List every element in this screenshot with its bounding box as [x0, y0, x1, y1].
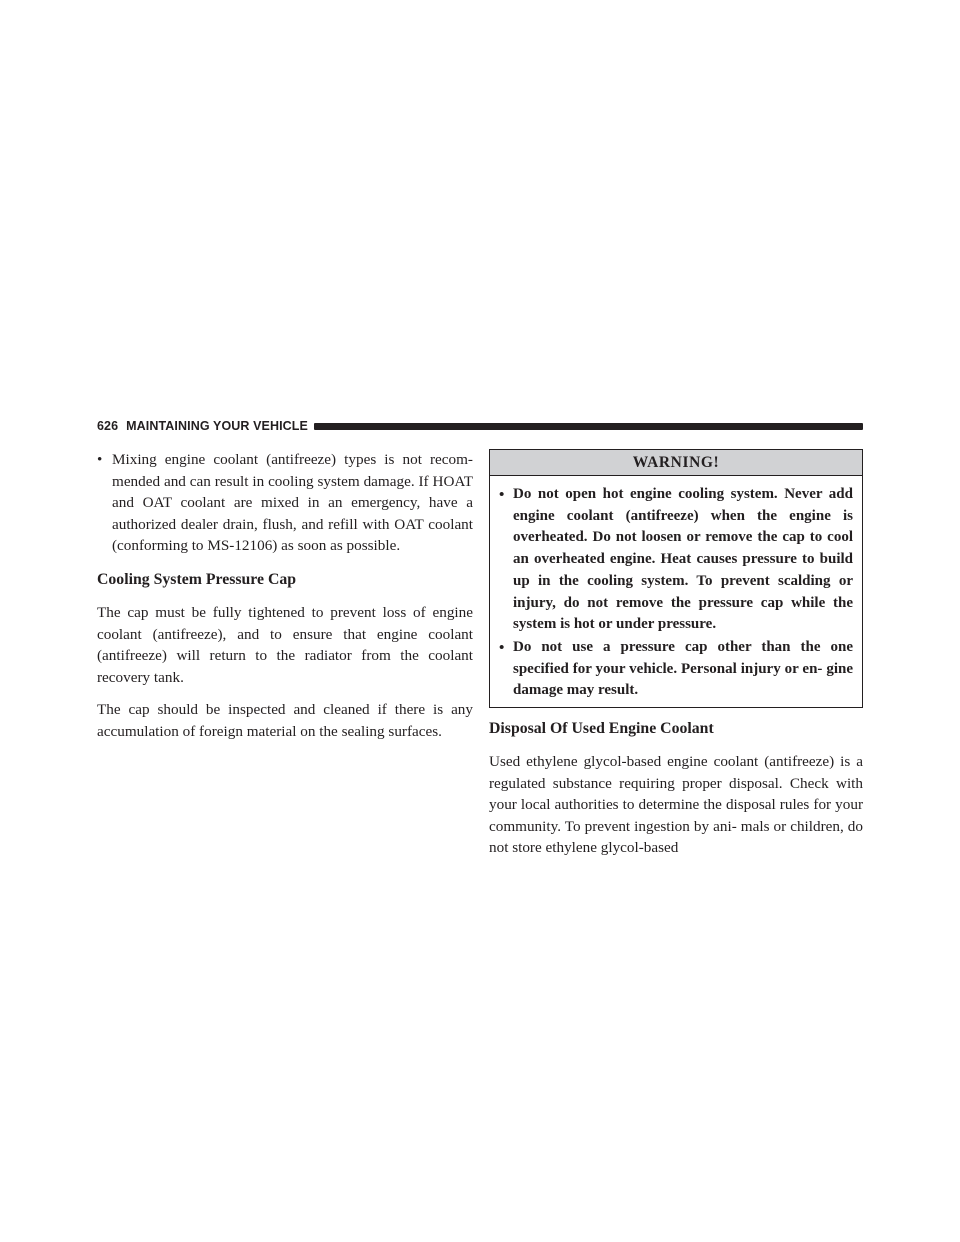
bullet-text: Mixing engine coolant (antifreeze) types is not recom- mended and can result in cooling system damage. If HOAT and OAT coolant are mixed in an emergency, have a authorized dealer drain, flush, and refill with OAT coolant (conforming to MS-12106) as soon as possible.: [112, 451, 473, 555]
paragraph: The cap should be inspected and cleaned if there is any accumulation of foreign material on the sealing surfaces.: [97, 701, 473, 740]
page-header: [97, 417, 863, 435]
warning-box: [489, 449, 863, 708]
section-heading: Cooling System Pressure Cap: [97, 570, 297, 588]
warning-item-text: Do not open hot engine cooling system. Never add engine coolant (antifreeze) when the engine is overheated. Do not loosen or remove the cap to cool an overheated engine. Heat causes pressure to build up in the cooling system. To prevent scalding or injury, do not remove the pressure cap while the system is hot or under pressure.: [513, 486, 853, 633]
warning-item: [499, 637, 853, 702]
paragraph: The cap must be fully tightened to prevent loss of engine coolant (antifreeze), and to ensure that engine coolant (antifreeze) will return to the radiator from the coolant recovery tank.: [97, 603, 473, 686]
list-item: [97, 449, 473, 557]
section-heading: Disposal Of Used Engine Coolant: [489, 720, 714, 738]
paragraph: Used ethylene glycol-based engine coolant (antifreeze) is a regulated substance requiring proper disposal. Check with your local authorities to determine the disposal rules for your community. To prevent ingestion by ani- mals or children, do not store ethylene glycol-based: [489, 753, 863, 857]
header-rule: [314, 423, 863, 430]
right-column: [489, 449, 863, 870]
warning-body: [490, 476, 862, 707]
left-column: [97, 449, 473, 754]
bullet-marker: •: [97, 451, 103, 468]
warning-item: [499, 484, 853, 636]
warning-item-text: Do not use a pressure cap other than the one specified for your vehicle. Personal injury or en- gine damage may result.: [513, 638, 853, 699]
bullet-marker: •: [499, 486, 505, 503]
page-number: 626: [97, 419, 119, 433]
warning-title: WARNING!: [490, 450, 862, 476]
bullet-marker: •: [499, 638, 505, 656]
section-title: MAINTAINING YOUR VEHICLE: [126, 419, 308, 433]
